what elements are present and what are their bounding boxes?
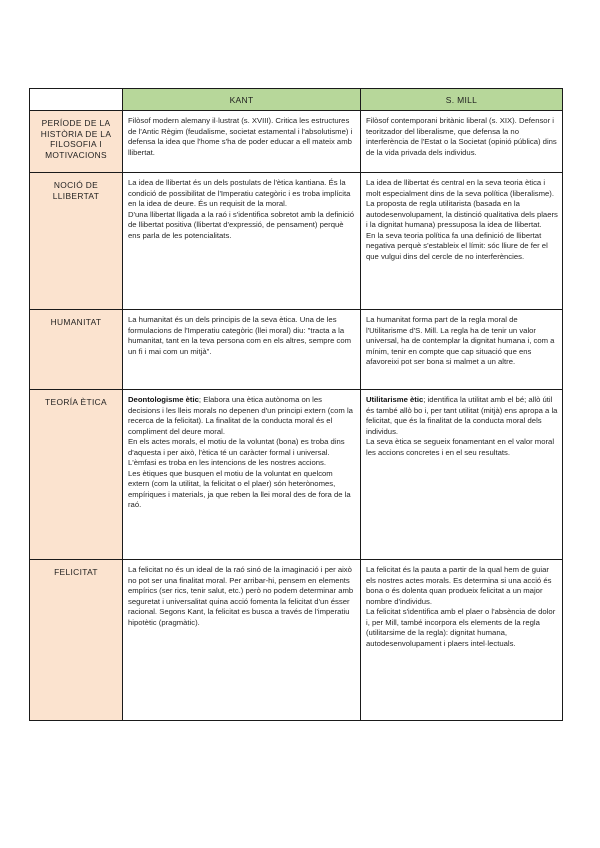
kant-periode-cell — [123, 111, 361, 173]
mill-humanitat-text: La humanitat forma part de la regla moral de l'Utilitarisme d'S. Mill. La regla ha de tenir un valor universal, ha de contemplar la dignitat humana i, com a mínim, tenir en compte que cap situació que ens afavoreixi pot ser bona si malmet a un altre. — [366, 315, 555, 367]
kant-felicitat-text: La felicitat no és un ideal de la raó sinó de la imaginació i per això no pot ser una finalitat moral. Per arribar-hi, pensem en elements empírics (ser rics, tenir salut, etc.) però no podem determinar amb seguretat i universalitat quina acció fomenta la felicitat d'un ésser racional. Segons Kant, la felicitat es busca a través de l'imperatiu hipotètic (pragmàtic). — [128, 565, 354, 627]
mill-teoria-term: Utilitarisme ètic — [366, 395, 424, 404]
row-label-felicitat: FELICITAT — [30, 560, 123, 721]
mill-teoria-text-2: La seva ètica se segueix fonamentant en el valor moral les accions concretes i en el seu resultats. — [366, 437, 555, 457]
table-row — [30, 173, 563, 310]
table-row — [30, 390, 563, 560]
kant-periode-text: Filòsof modern alemany il·lustrat (s. XVIII). Critica les estructures de l'Antic Règim (feudalisme, societat estamental i l'absolutisme) i defensa la idea que l'home s'ha de poder educar a ell mateix amb llibertat. — [128, 116, 353, 157]
mill-llibertat-cell — [361, 173, 563, 310]
kant-llibertat-text-2: D'una llibertat lligada a la raó i s'identifica sobretot amb la definició de llibertat positiva (llibertat d'expressió, de pensament) perquè ens parla de les potencialitats. — [128, 209, 354, 240]
kant-llibertat-cell — [123, 173, 361, 310]
comparison-table — [29, 88, 563, 721]
kant-teoria-text-2: En els actes morals, el motiu de la voluntat (bona) es troba dins d'aquesta i per això, l'ètica té un caràcter formal i universal. L'èmfasi es troba en les intencions de les nostres accions. — [128, 437, 345, 468]
mill-felicitat-text-2: La felicitat s'identifica amb el plaer o l'absència de dolor i, per Mill, també incorpora els elements de la regla (utilitarsime de la regla): dignitat humana, autodesenvolupament i plaers intel·lectuals. — [366, 607, 556, 648]
mill-periode-text: Filòsof contemporani britànic liberal (s. XIX). Defensor i teoritzador del liberalisme, que defensa la no interferència de l'Estat o la Societat (opinió pública) dins de la vida privada dels individus. — [366, 116, 557, 157]
row-label-teoria-etica: TEORÍA ÈTICA — [30, 390, 123, 560]
mill-felicitat-cell — [361, 560, 563, 721]
table-row — [30, 111, 563, 173]
header-mill: S. MILL — [361, 89, 563, 111]
header-corner-cell — [30, 89, 123, 111]
header-row — [30, 89, 563, 111]
row-label-periode: PERÍODE DE LA HISTÒRIA DE LA FILOSOFIA I MOTIVACIONS — [30, 111, 123, 173]
row-label-humanitat: HUMANITAT — [30, 310, 123, 390]
mill-teoria-cell — [361, 390, 563, 560]
table-row — [30, 560, 563, 721]
mill-llibertat-text-3: En la seva teoria política fa una definició de llibertat negativa perquè s'estableix el límit: sóc lliure de fer el que vulgui dins del cercle de no interferències. — [366, 230, 548, 261]
kant-teoria-term: Deontologisme ètic — [128, 395, 199, 404]
kant-llibertat-text-1: La idea de llibertat és un dels postulats de l'ètica kantiana. És la condició de possibilitat de l'Imperatiu categòric i es troba implícita en la idea de deure. És un requisit de la moral. — [128, 178, 351, 209]
mill-llibertat-text-2: La proposta de regla utilitarista (basada en la autodesenvolupament, la distinció qualitativa dels plaers i la dignitat humana) pressuposa la idea de llibertat. — [366, 199, 558, 230]
header-kant: KANT — [123, 89, 361, 111]
mill-periode-cell — [361, 111, 563, 173]
table-row — [30, 310, 563, 390]
row-label-llibertat: NOCIÓ DE LLIBERTAT — [30, 173, 123, 310]
kant-teoria-text-3: Les ètiques que busquen el motiu de la voluntat en quelcom extern (com la utilitat, la felicitat o el plaer) són heterònomes, empíriques i materials, ja que reben la llei moral des de fora de la raó. — [128, 468, 351, 510]
kant-teoria-cell — [123, 390, 361, 560]
mill-felicitat-text-1: La felicitat és la pauta a partir de la qual hem de guiar els nostres actes morals. Es determina si una acció és bona o és dolenta quan produeix felicitat a un major nombre d'individus. — [366, 565, 552, 606]
kant-humanitat-text: La humanitat és un dels principis de la seva ètica. Una de les formulacions de l'Imperatiu categòric (llei moral) diu: "tracta a la humanitat, tant en la teva persona com en els altres, sempre com un fi i mai com un mitjà". — [128, 315, 352, 356]
kant-teoria-text-1: Deontologisme ètic; Elabora una ètica autònoma on les decisions i les lleis morals no depenen d'un principi extern (com la recerca de la felicitat). La finalitat de la conducta moral és el compliment del deure moral. — [128, 395, 353, 436]
kant-humanitat-cell — [123, 310, 361, 390]
mill-humanitat-cell — [361, 310, 563, 390]
mill-teoria-text-1: Utilitarisme ètic; identifica la utilitat amb el bé; allò útil és també allò bo i, per tant utilitat (mitjà) ens apropa a la felicitat, que és la finalitat de la conducta moral dels individus. — [366, 395, 558, 436]
kant-felicitat-cell — [123, 560, 361, 721]
mill-llibertat-text-1: La idea de llibertat és central en la seva teoria ètica i molt especialment dins de la seva política (liberalisme). — [366, 178, 554, 198]
